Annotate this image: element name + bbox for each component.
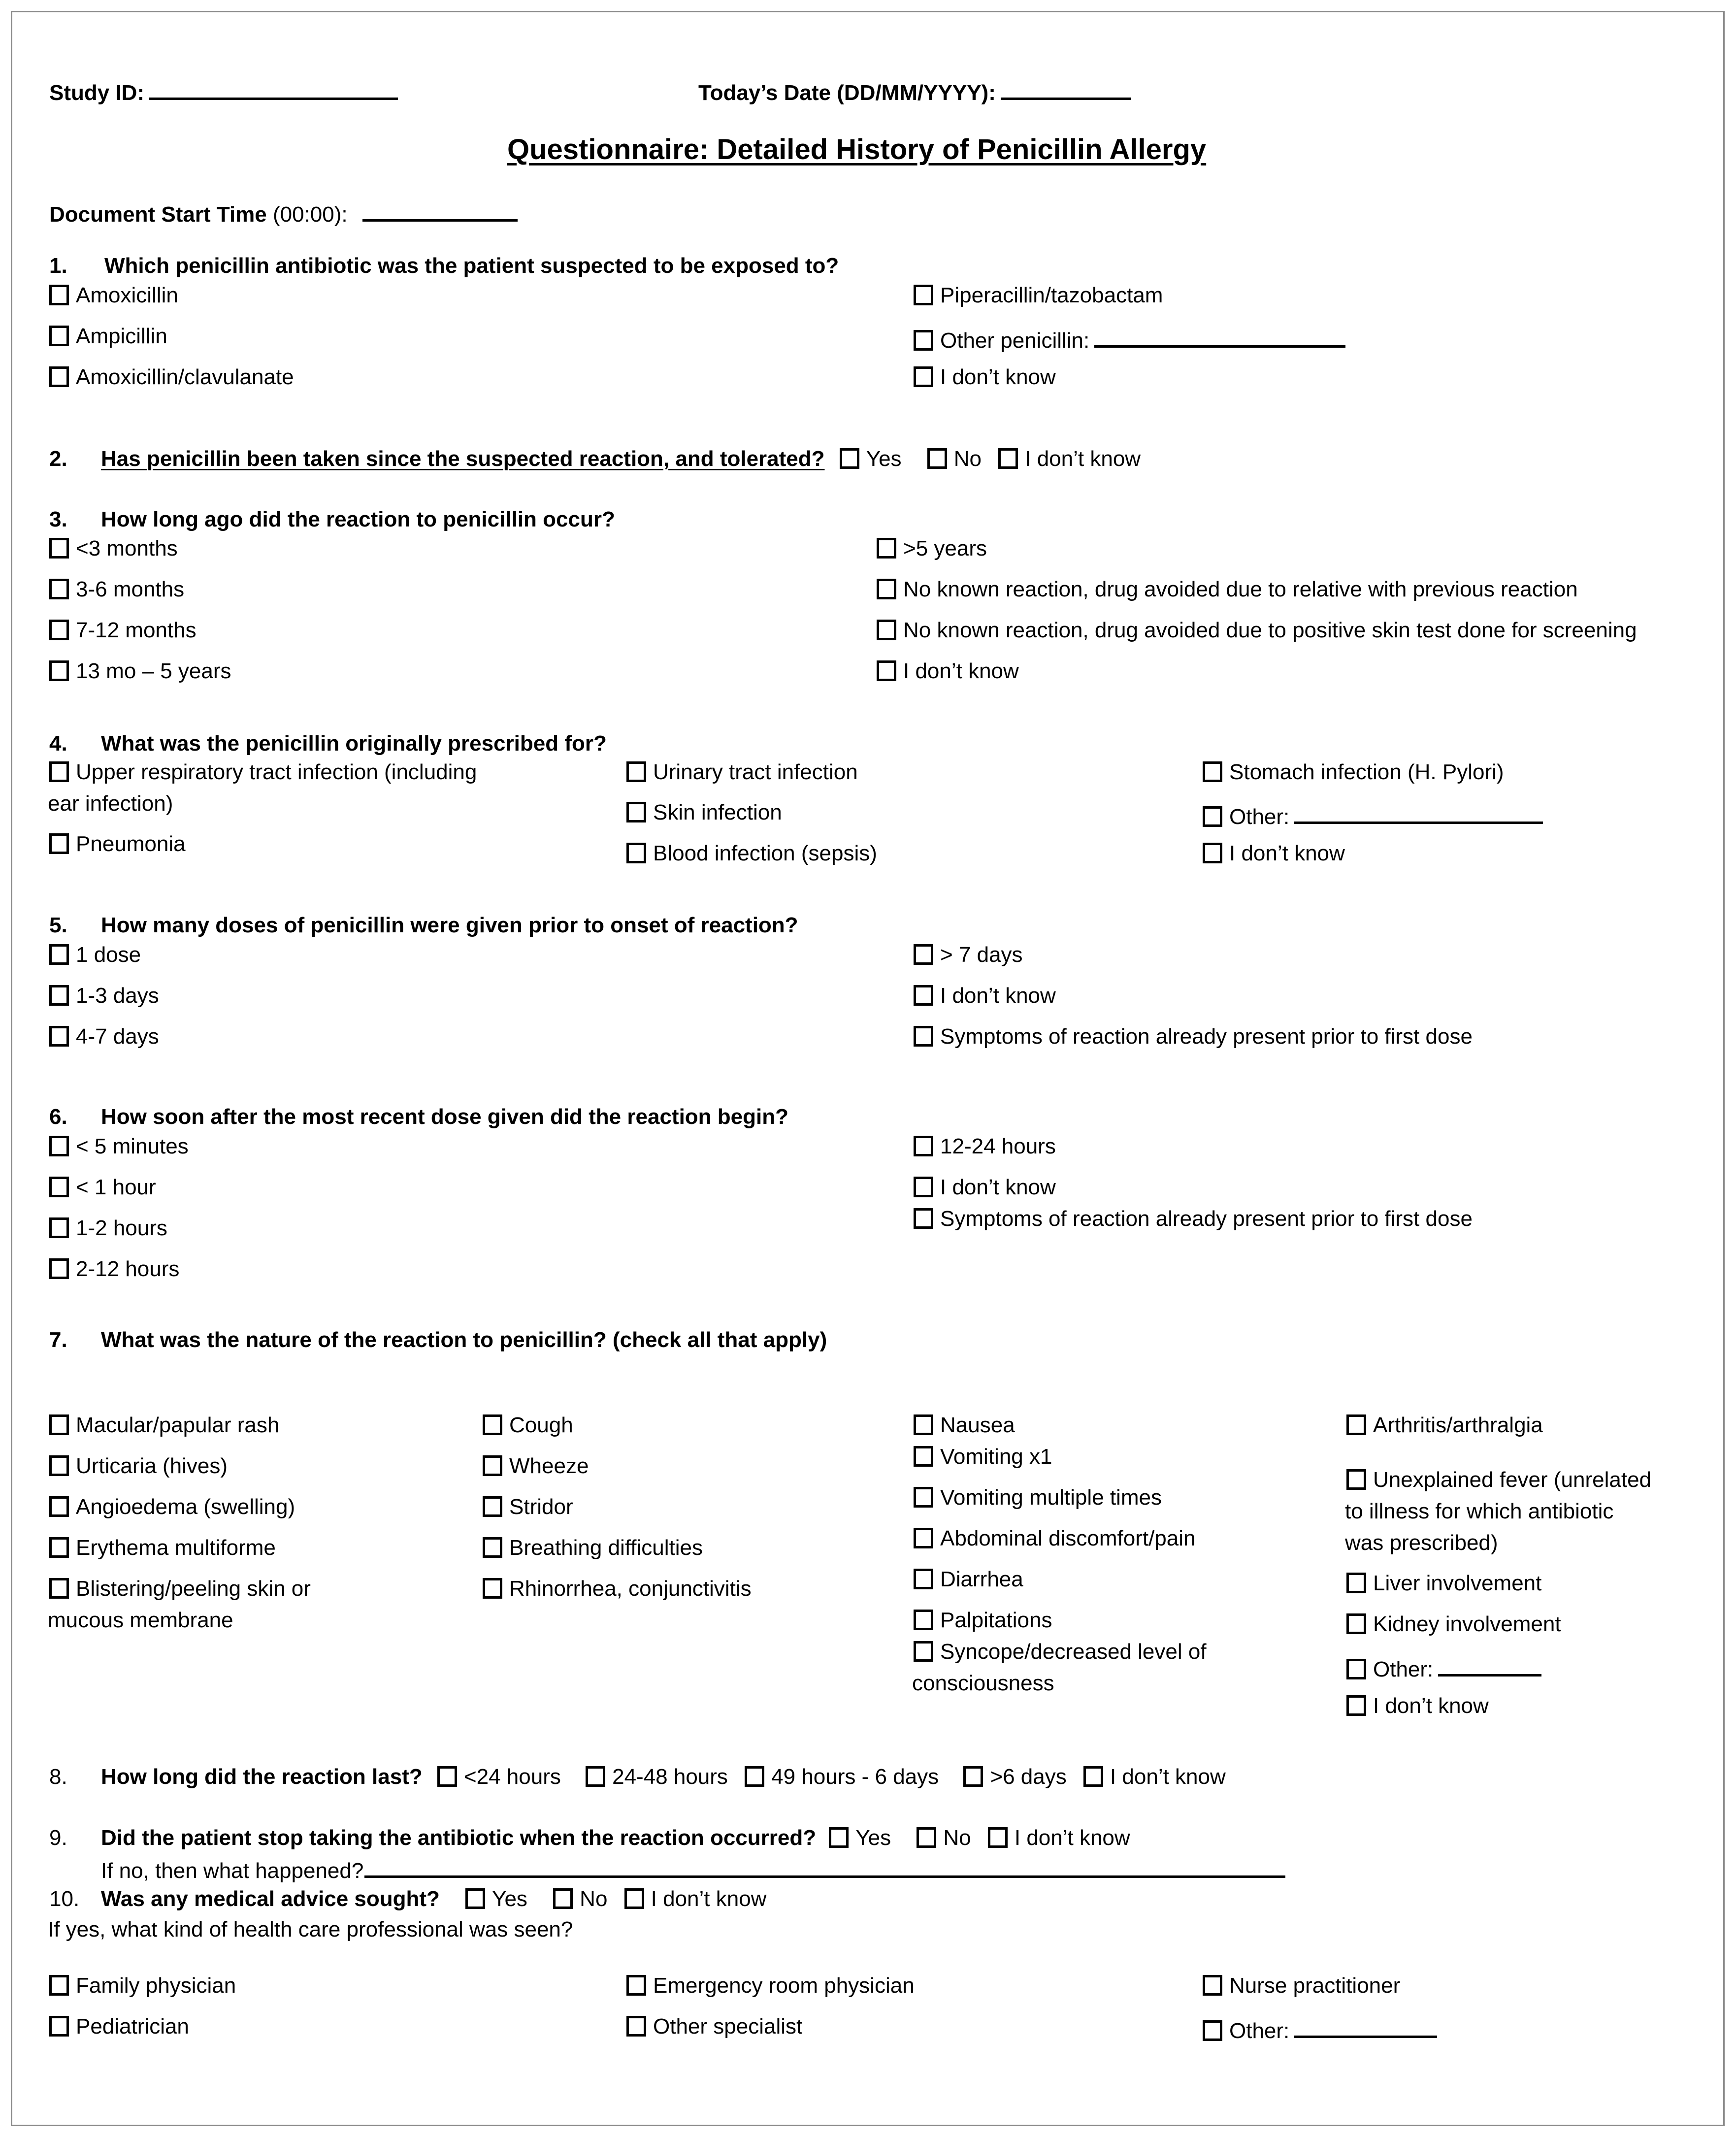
date-label: Today’s Date (DD/MM/YYYY): xyxy=(698,81,996,105)
checkbox-option[interactable] xyxy=(963,1765,1066,1789)
option-label: Symptoms of reaction already present prior to first dose xyxy=(940,1207,1473,1231)
option-label: Skin infection xyxy=(653,800,782,824)
checkbox[interactable] xyxy=(927,448,947,469)
option-label: I don’t know xyxy=(1014,1826,1130,1850)
checkbox-option[interactable] xyxy=(914,1569,1023,1590)
checkbox-option[interactable] xyxy=(483,1496,573,1518)
checkbox[interactable] xyxy=(1083,1766,1103,1787)
checkbox-option[interactable] xyxy=(914,1026,1473,1048)
question-text: How many doses of penicillin were given prior to onset of reaction? xyxy=(101,913,798,937)
question-10 xyxy=(49,1888,766,1910)
option-label: >5 years xyxy=(903,536,987,560)
question-number: 3. xyxy=(49,507,67,531)
checkbox[interactable] xyxy=(877,538,896,559)
checkbox[interactable] xyxy=(998,448,1018,469)
option-label: Blistering/peeling skin or xyxy=(76,1577,311,1601)
checkbox[interactable] xyxy=(1346,1659,1366,1679)
question-number: 4. xyxy=(49,731,67,756)
question-text: Which penicillin antibiotic was the patient suspected to be exposed to? xyxy=(104,254,839,278)
other-penicillin-blank[interactable] xyxy=(1094,326,1345,348)
question-5 xyxy=(49,915,798,936)
checkbox[interactable] xyxy=(914,1446,933,1467)
checkbox[interactable] xyxy=(49,833,69,854)
option-label: Yes xyxy=(492,1887,527,1911)
checkbox-option[interactable] xyxy=(917,1826,971,1850)
checkbox-option[interactable] xyxy=(745,1765,939,1789)
option-label: Vomiting x1 xyxy=(940,1445,1052,1469)
checkbox[interactable] xyxy=(626,761,646,782)
checkbox-option[interactable] xyxy=(877,660,1019,682)
checkbox-option[interactable] xyxy=(914,944,1023,966)
checkbox[interactable] xyxy=(49,285,69,305)
checkbox-option[interactable] xyxy=(1083,1765,1226,1789)
option-label: Stridor xyxy=(509,1495,573,1519)
option-label: <24 hours xyxy=(463,1765,561,1789)
start-time-format: (00:00): xyxy=(266,202,348,227)
question-7 xyxy=(49,1329,827,1351)
checkbox-option[interactable] xyxy=(49,1414,279,1436)
option-label: No xyxy=(943,1826,971,1850)
checkbox[interactable] xyxy=(988,1827,1008,1848)
checkbox-option[interactable] xyxy=(49,2016,189,2038)
question-4 xyxy=(49,733,607,755)
option-label-continuation: ear infection) xyxy=(48,791,173,816)
checkbox[interactable] xyxy=(840,448,859,469)
checkbox-option[interactable] xyxy=(49,1578,311,1600)
checkbox-option[interactable] xyxy=(877,620,1637,641)
checkbox-option[interactable] xyxy=(49,1217,167,1239)
option-label: Blood infection (sepsis) xyxy=(653,841,877,865)
checkbox-option[interactable] xyxy=(1346,1654,1541,1680)
option-label: I don’t know xyxy=(940,984,1056,1008)
checkbox[interactable] xyxy=(914,1569,933,1589)
checkbox[interactable] xyxy=(914,1136,933,1156)
checkbox-option[interactable] xyxy=(553,1887,607,1911)
checkbox[interactable] xyxy=(914,366,933,387)
checkbox[interactable] xyxy=(49,1414,69,1435)
checkbox[interactable] xyxy=(829,1827,849,1848)
option-label: Diarrhea xyxy=(940,1567,1023,1591)
question-text: How long did the reaction last? xyxy=(101,1765,423,1789)
checkbox-option[interactable] xyxy=(914,1487,1162,1509)
checkbox-option[interactable] xyxy=(877,538,987,559)
option-label-continuation: consciousness xyxy=(912,1671,1054,1695)
other-reaction-blank[interactable] xyxy=(1438,1654,1541,1677)
checkbox-option[interactable] xyxy=(626,802,782,823)
checkbox[interactable] xyxy=(49,579,69,599)
checkbox[interactable] xyxy=(963,1766,983,1787)
checkbox[interactable] xyxy=(49,761,69,782)
start-time-blank[interactable] xyxy=(362,199,518,222)
checkbox[interactable] xyxy=(49,1496,69,1517)
option-label: Cough xyxy=(509,1413,573,1437)
question-2 xyxy=(49,448,1141,470)
checkbox[interactable] xyxy=(49,1217,69,1238)
option-label: No known reaction, drug avoided due to positive skin test done for screening xyxy=(903,618,1637,642)
checkbox[interactable] xyxy=(465,1888,485,1909)
checkbox-option[interactable] xyxy=(1203,1975,1400,1997)
what-happened-blank[interactable] xyxy=(364,1856,1285,1878)
start-time-label: Document Start Time xyxy=(49,202,267,227)
checkbox-option[interactable] xyxy=(1203,2016,1437,2042)
checkbox[interactable] xyxy=(914,330,933,351)
question-number: 6. xyxy=(49,1105,67,1129)
option-label: 49 hours - 6 days xyxy=(771,1765,939,1789)
option-label: 1 dose xyxy=(76,943,141,967)
checkbox[interactable] xyxy=(914,1208,933,1229)
option-label: I don’t know xyxy=(651,1887,767,1911)
option-label: Breathing difficulties xyxy=(509,1536,703,1560)
option-label: No xyxy=(580,1887,608,1911)
checkbox-option[interactable] xyxy=(626,1975,915,1997)
checkbox-option[interactable] xyxy=(1346,1613,1561,1635)
checkbox[interactable] xyxy=(626,2016,646,2037)
checkbox[interactable] xyxy=(914,1026,933,1047)
checkbox-option[interactable] xyxy=(49,366,294,388)
checkbox-option[interactable] xyxy=(927,447,982,471)
checkbox[interactable] xyxy=(49,620,69,640)
option-label-continuation: was prescribed) xyxy=(1345,1531,1498,1555)
question-text: How long ago did the reaction to penicillin occur? xyxy=(101,507,615,531)
option-label: Arthritis/arthralgia xyxy=(1373,1413,1543,1437)
checkbox[interactable] xyxy=(914,985,933,1006)
checkbox-option[interactable] xyxy=(914,1414,1015,1436)
option-label: Kidney involvement xyxy=(1373,1612,1561,1636)
checkbox-option[interactable] xyxy=(586,1765,728,1789)
option-label: Angioedema (swelling) xyxy=(76,1495,295,1519)
question-3 xyxy=(49,509,615,530)
checkbox-option[interactable] xyxy=(624,1887,767,1911)
checkbox-option[interactable] xyxy=(483,1414,573,1436)
option-label: Stomach infection (H. Pylori) xyxy=(1229,760,1504,784)
option-label: 2-12 hours xyxy=(76,1257,180,1281)
page-title: Questionnaire: Detailed History of Penicillin Allergy xyxy=(507,133,1207,165)
checkbox[interactable] xyxy=(49,366,69,387)
checkbox-option[interactable] xyxy=(1203,802,1543,828)
option-label: Wheeze xyxy=(509,1454,589,1478)
other-reason-blank[interactable] xyxy=(1294,802,1543,824)
option-label: I don’t know xyxy=(903,659,1019,683)
checkbox-option[interactable] xyxy=(1203,843,1345,864)
question-text: Was any medical advice sought? xyxy=(101,1887,440,1911)
option-label: I don’t know xyxy=(940,365,1056,389)
checkbox-option[interactable] xyxy=(49,1455,228,1477)
option-label: No known reaction, drug avoided due to relative with previous reaction xyxy=(903,577,1578,601)
option-label: Other: xyxy=(1373,1657,1434,1681)
checkbox-option[interactable] xyxy=(1346,1414,1543,1436)
checkbox-option[interactable] xyxy=(49,761,477,783)
option-label: Palpitations xyxy=(940,1608,1052,1632)
checkbox-option[interactable] xyxy=(829,1826,891,1850)
option-label: 13 mo – 5 years xyxy=(76,659,231,683)
checkbox[interactable] xyxy=(483,1455,502,1476)
option-label: Emergency room physician xyxy=(653,1973,915,1998)
checkbox-option[interactable] xyxy=(437,1765,561,1789)
date-blank[interactable] xyxy=(1001,78,1131,100)
checkbox[interactable] xyxy=(917,1827,936,1848)
option-label: < 5 minutes xyxy=(76,1134,189,1158)
followup-label: If no, then what happened? xyxy=(101,1859,364,1883)
checkbox[interactable] xyxy=(49,326,69,346)
checkbox[interactable] xyxy=(483,1578,502,1599)
checkbox-option[interactable] xyxy=(49,944,141,966)
checkbox-option[interactable] xyxy=(914,985,1056,1007)
checkbox[interactable] xyxy=(49,1177,69,1197)
question-text: What was the nature of the reaction to penicillin? (check all that apply) xyxy=(101,1328,827,1352)
checkbox[interactable] xyxy=(626,802,646,822)
checkbox-option[interactable] xyxy=(483,1578,752,1600)
option-label: Yes xyxy=(855,1826,891,1850)
checkbox[interactable] xyxy=(49,660,69,681)
checkbox[interactable] xyxy=(49,1537,69,1558)
checkbox-option[interactable] xyxy=(914,326,1345,352)
checkbox[interactable] xyxy=(437,1766,457,1787)
question-number: 2. xyxy=(49,447,67,471)
q9-followup[interactable] xyxy=(101,1856,1285,1882)
checkbox[interactable] xyxy=(914,285,933,305)
checkbox[interactable] xyxy=(49,1975,69,1996)
option-label: Other: xyxy=(1229,2019,1290,2043)
study-id-label: Study ID: xyxy=(49,81,145,105)
option-label: I don’t know xyxy=(940,1175,1056,1199)
option-label: <3 months xyxy=(76,536,178,560)
checkbox-option[interactable] xyxy=(49,1496,295,1518)
checkbox[interactable] xyxy=(626,1975,646,1996)
option-label: Symptoms of reaction already present prior to first dose xyxy=(940,1024,1473,1049)
checkbox-option[interactable] xyxy=(1203,761,1504,783)
option-label: Nausea xyxy=(940,1413,1015,1437)
question-9 xyxy=(49,1827,1130,1849)
checkbox[interactable] xyxy=(586,1766,605,1787)
option-label: I don’t know xyxy=(1229,841,1345,865)
checkbox-option[interactable] xyxy=(49,1177,156,1198)
checkbox[interactable] xyxy=(1203,1975,1222,1996)
question-6 xyxy=(49,1106,788,1128)
checkbox[interactable] xyxy=(483,1414,502,1435)
option-label: Ampicillin xyxy=(76,324,167,348)
checkbox[interactable] xyxy=(624,1888,644,1909)
option-label: >6 days xyxy=(990,1765,1067,1789)
checkbox[interactable] xyxy=(483,1537,502,1558)
checkbox-option[interactable] xyxy=(1346,1695,1489,1717)
checkbox[interactable] xyxy=(914,1528,933,1548)
checkbox[interactable] xyxy=(49,985,69,1006)
option-label: 1-3 days xyxy=(76,984,159,1008)
option-label: I don’t know xyxy=(1025,447,1141,471)
other-professional-blank[interactable] xyxy=(1294,2016,1437,2038)
option-label: I don’t know xyxy=(1110,1765,1226,1789)
option-label: Amoxicillin/clavulanate xyxy=(76,365,294,389)
checkbox-option[interactable] xyxy=(626,2016,802,2038)
checkbox[interactable] xyxy=(1346,1469,1366,1490)
checkbox-option[interactable] xyxy=(483,1455,589,1477)
checkbox-option[interactable] xyxy=(998,447,1141,471)
option-label: < 1 hour xyxy=(76,1175,156,1199)
checkbox-option[interactable] xyxy=(914,1641,1207,1663)
checkbox[interactable] xyxy=(49,538,69,559)
option-label: Other: xyxy=(1229,805,1290,829)
option-label: Vomiting multiple times xyxy=(940,1485,1162,1510)
question-number: 8. xyxy=(49,1765,67,1789)
option-label: Urinary tract infection xyxy=(653,760,858,784)
checkbox[interactable] xyxy=(914,1641,933,1662)
option-label: Macular/papular rash xyxy=(76,1413,280,1437)
question-number: 5. xyxy=(49,913,67,937)
start-time-field[interactable] xyxy=(49,199,518,226)
date-field[interactable] xyxy=(698,78,1131,104)
checkbox-option[interactable] xyxy=(49,1537,276,1559)
checkbox-option[interactable] xyxy=(483,1537,703,1559)
option-label: Liver involvement xyxy=(1373,1571,1542,1595)
checkbox-option[interactable] xyxy=(914,285,1163,306)
checkbox[interactable] xyxy=(1203,806,1222,827)
checkbox[interactable] xyxy=(49,1026,69,1047)
checkbox[interactable] xyxy=(483,1496,502,1517)
checkbox-option[interactable] xyxy=(914,1177,1056,1198)
checkbox-option[interactable] xyxy=(49,579,184,600)
q10-followup: If yes, what kind of health care professional was seen? xyxy=(48,1917,573,1941)
checkbox[interactable] xyxy=(49,2016,69,2037)
checkbox[interactable] xyxy=(626,843,646,863)
option-label: Other specialist xyxy=(653,2014,803,2038)
question-number: 10. xyxy=(49,1887,80,1911)
checkbox-option[interactable] xyxy=(49,1136,189,1157)
checkbox-option[interactable] xyxy=(914,1136,1056,1157)
checkbox-option[interactable] xyxy=(49,326,167,347)
checkbox[interactable] xyxy=(914,1610,933,1630)
checkbox-option[interactable] xyxy=(49,1258,179,1280)
checkbox[interactable] xyxy=(914,1177,933,1197)
checkbox-option[interactable] xyxy=(49,538,178,559)
checkbox[interactable] xyxy=(877,579,896,599)
checkbox[interactable] xyxy=(914,944,933,965)
checkbox-option[interactable] xyxy=(840,447,902,471)
option-label: Other penicillin: xyxy=(940,329,1090,353)
checkbox[interactable] xyxy=(877,620,896,640)
option-label-continuation: mucous membrane xyxy=(48,1608,233,1632)
checkbox-option[interactable] xyxy=(49,1975,236,1997)
option-label: Syncope/decreased level of xyxy=(940,1640,1207,1664)
checkbox-option[interactable] xyxy=(626,761,858,783)
checkbox-option[interactable] xyxy=(914,1446,1052,1468)
option-label: 3-6 months xyxy=(76,577,185,601)
option-label: Piperacillin/tazobactam xyxy=(940,283,1163,307)
checkbox-option[interactable] xyxy=(914,1610,1052,1631)
question-text: How soon after the most recent dose given did the reaction begin? xyxy=(101,1105,788,1129)
question-1 xyxy=(49,255,839,277)
question-number: 1. xyxy=(49,254,67,278)
option-label: > 7 days xyxy=(940,943,1023,967)
option-label: Rhinorrhea, conjunctivitis xyxy=(509,1577,752,1601)
option-label: Family physician xyxy=(76,1973,236,1998)
option-label: 12-24 hours xyxy=(940,1134,1056,1158)
checkbox-option[interactable] xyxy=(1346,1469,1651,1491)
question-text: Did the patient stop taking the antibiotic when the reaction occurred? xyxy=(101,1826,817,1850)
checkbox[interactable] xyxy=(1203,843,1222,863)
option-label: 7-12 months xyxy=(76,618,197,642)
checkbox-option[interactable] xyxy=(49,285,178,306)
option-label: Nurse practitioner xyxy=(1229,1973,1401,1998)
checkbox-option[interactable] xyxy=(49,660,231,682)
option-label: 4-7 days xyxy=(76,1024,159,1049)
checkbox[interactable] xyxy=(914,1487,933,1508)
checkbox[interactable] xyxy=(49,944,69,965)
checkbox-option[interactable] xyxy=(49,985,159,1007)
checkbox-option[interactable] xyxy=(1346,1573,1541,1594)
option-label: Pneumonia xyxy=(76,832,186,856)
checkbox-option[interactable] xyxy=(914,1528,1195,1549)
checkbox-option[interactable] xyxy=(877,579,1578,600)
checkbox[interactable] xyxy=(914,1414,933,1435)
option-label: Upper respiratory tract infection (including xyxy=(76,760,477,784)
option-label: Abdominal discomfort/pain xyxy=(940,1526,1196,1550)
option-label-continuation: to illness for which antibiotic xyxy=(1345,1499,1614,1523)
checkbox[interactable] xyxy=(49,1136,69,1156)
option-label: Yes xyxy=(866,447,902,471)
checkbox[interactable] xyxy=(1203,761,1222,782)
question-8 xyxy=(49,1766,1226,1788)
checkbox-option[interactable] xyxy=(465,1887,527,1911)
question-number: 7. xyxy=(49,1328,67,1352)
option-label: Unexplained fever (unrelated xyxy=(1373,1468,1652,1492)
checkbox-option[interactable] xyxy=(626,843,877,864)
question-text: What was the penicillin originally prescribed for? xyxy=(101,731,607,756)
option-label: 1-2 hours xyxy=(76,1216,167,1240)
checkbox-option[interactable] xyxy=(49,1026,159,1048)
checkbox[interactable] xyxy=(1203,2020,1222,2041)
checkbox[interactable] xyxy=(1346,1414,1366,1435)
checkbox[interactable] xyxy=(49,1258,69,1279)
checkbox[interactable] xyxy=(877,660,896,681)
checkbox[interactable] xyxy=(49,1578,69,1599)
checkbox[interactable] xyxy=(1346,1613,1366,1634)
checkbox[interactable] xyxy=(1346,1695,1366,1716)
checkbox[interactable] xyxy=(1346,1573,1366,1593)
option-label: Amoxicillin xyxy=(76,283,178,307)
checkbox-option[interactable] xyxy=(914,1208,1473,1230)
checkbox-option[interactable] xyxy=(988,1826,1130,1850)
option-label: 24-48 hours xyxy=(612,1765,728,1789)
study-id-field[interactable] xyxy=(49,78,398,104)
option-label: I don’t know xyxy=(1373,1694,1489,1718)
option-label: Urticaria (hives) xyxy=(76,1454,228,1478)
study-id-blank[interactable] xyxy=(149,78,398,100)
checkbox-option[interactable] xyxy=(49,833,186,855)
option-label: Erythema multiforme xyxy=(76,1536,276,1560)
option-label: No xyxy=(953,447,982,471)
option-label: Pediatrician xyxy=(76,2014,189,2038)
question-text: Has penicillin been taken since the suspected reaction, and tolerated? xyxy=(101,447,825,471)
checkbox-option[interactable] xyxy=(49,620,197,641)
checkbox-option[interactable] xyxy=(914,366,1056,388)
checkbox[interactable] xyxy=(49,1455,69,1476)
page-border xyxy=(11,11,1725,2126)
checkbox[interactable] xyxy=(553,1888,573,1909)
checkbox[interactable] xyxy=(745,1766,764,1787)
question-number: 9. xyxy=(49,1826,67,1850)
